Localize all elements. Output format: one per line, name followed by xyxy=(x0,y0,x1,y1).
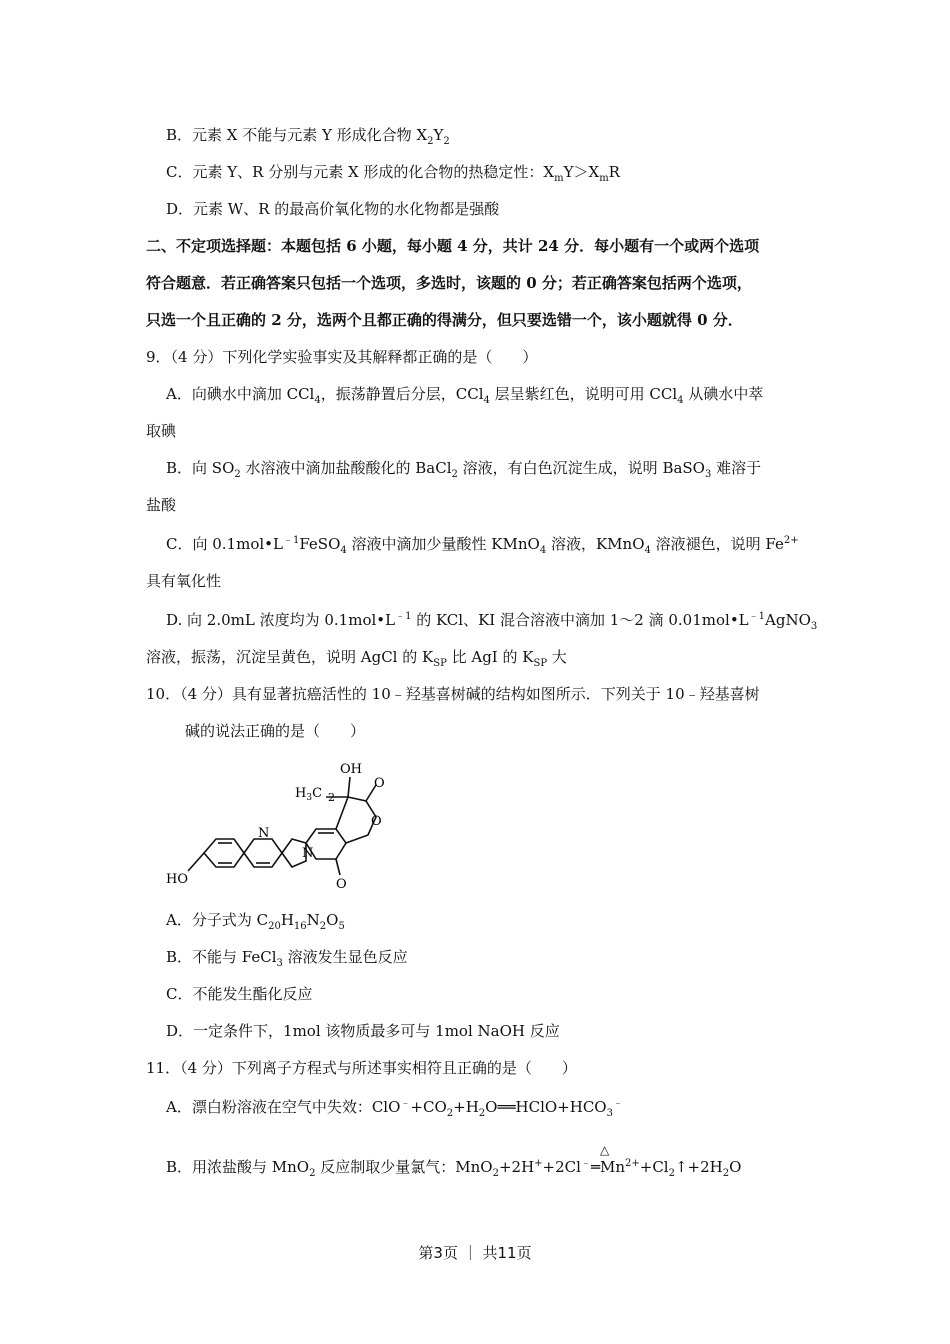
q8-option-c: C．元素 Y、R 分别与元素 X 形成的化合物的热稳定性：$X_mY>X_mR$ xyxy=(166,163,620,184)
q9-option-b: B．向 $SO_2$ 水溶液中滴加盐酸酸化的 BaCl$_2$ 溶液，有白色沉淀生成，说明 BaSO$_3$ 难溶于 xyxy=(166,459,762,480)
chem-label-n-amide: N xyxy=(302,846,314,861)
q9-option-b-cont: 盐酸 xyxy=(146,496,177,514)
chem-label-h3c: $H_3C$ $_2$ xyxy=(295,786,336,804)
q11-stem: 11．（4 分）下列离子方程式与所述事实相符且正确的是（ ） xyxy=(146,1059,577,1077)
q9-option-c-cont: 具有氧化性 xyxy=(146,572,222,590)
section-heading-line3: 只选一个且正确的 2 分，选两个且都正确的得满分，但只要选错一个，该小题就得 0 分． xyxy=(146,311,743,329)
chem-label-o-carbonyl: O xyxy=(374,776,385,791)
section-heading-line1: 二、不定项选择题：本题包括 6 小题，每小题 4 分，共计 24 分．每小题有一个或两个选项 xyxy=(146,237,760,255)
q9-option-a: A．向碘水中滴加 CCl$_4$，振荡静置后分层，CCl$_4$ 层呈紫红色，说明可用 CCl$_4$ 从碘水中萃 xyxy=(166,385,764,406)
q10-option-a: A．分子式为 $C_{20}H_{16}N_2O_5$ xyxy=(166,911,345,932)
q10-stem-cont: 碱的说法正确的是（ ） xyxy=(185,722,366,740)
q10-stem: 10．（4 分）具有显著抗癌活性的 10﹣羟基喜树碱的结构如图所示．下列关于 10﹣羟基喜树 xyxy=(146,685,760,703)
chem-label-o-ring: O xyxy=(371,814,382,829)
chem-label-oh-top: OH xyxy=(340,762,362,777)
hydroxycamptothecin-structure xyxy=(160,755,390,895)
q8-option-d: D．元素 W、R 的最高价氧化物的水化物都是强酸 xyxy=(166,200,500,218)
chem-label-ho: HO xyxy=(166,872,188,887)
chem-label-n-pyridine: N xyxy=(258,826,270,841)
q11-option-b: B．用浓盐酸与 MnO$_2$ 反应制取少量氯气：$MnO_2+2H^++2Cl^﹣═Mn^{2+}+Cl_2↑+2H_2O$ xyxy=(166,1158,742,1179)
q9-option-a-cont: 取碘 xyxy=(146,422,177,440)
q9-option-c: C．向 $0.1mol•L^{﹣1}FeSO_4$ 溶液中滴加少量酸性 KMnO$_4$ 溶液，KMnO$_4$ 溶液褪色，说明 $Fe^{2+}$ xyxy=(166,535,799,556)
section-heading-line2: 符合题意．若正确答案只包括一个选项，多选时，该题的 0 分；若正确答案包括两个选项， xyxy=(146,274,752,292)
heat-symbol: △ xyxy=(600,1143,610,1157)
q10-option-c: C．不能发生酯化反应 xyxy=(166,985,313,1003)
chem-label-o-lactam: O xyxy=(336,877,347,892)
q10-option-d: D．一定条件下，1mol 该物质最多可与 1mol NaOH 反应 xyxy=(166,1022,560,1040)
q9-stem: 9．（4 分）下列化学实验事实及其解释都正确的是（ ） xyxy=(146,348,538,366)
page-footer: 第3页 ｜ 共11页 xyxy=(418,1244,532,1262)
q11-option-a: A．漂白粉溶液在空气中失效：$ClO^﹣+CO_2+H_2O══HClO+HCO_3^﹣$ xyxy=(166,1098,623,1119)
q9-option-d: D. 向 2.0mL 浓度均为 $0.1mol•L^{﹣1}$ 的 KCl、KI 混合溶液中滴加 1～2 滴 $0.01mol•L^{﹣1}AgNO_3$ xyxy=(166,611,818,632)
q9-option-d-cont: 溶液，振荡，沉淀呈黄色，说明 AgCl 的 $K_{SP}$ 比 AgI 的 $K_{SP}$ 大 xyxy=(146,648,567,669)
q10-option-b: B．不能与 FeCl$_3$ 溶液发生显色反应 xyxy=(166,948,408,969)
q8-option-b: B．元素 X 不能与元素 Y 形成化合物 $X_2Y_2$ xyxy=(166,126,450,147)
